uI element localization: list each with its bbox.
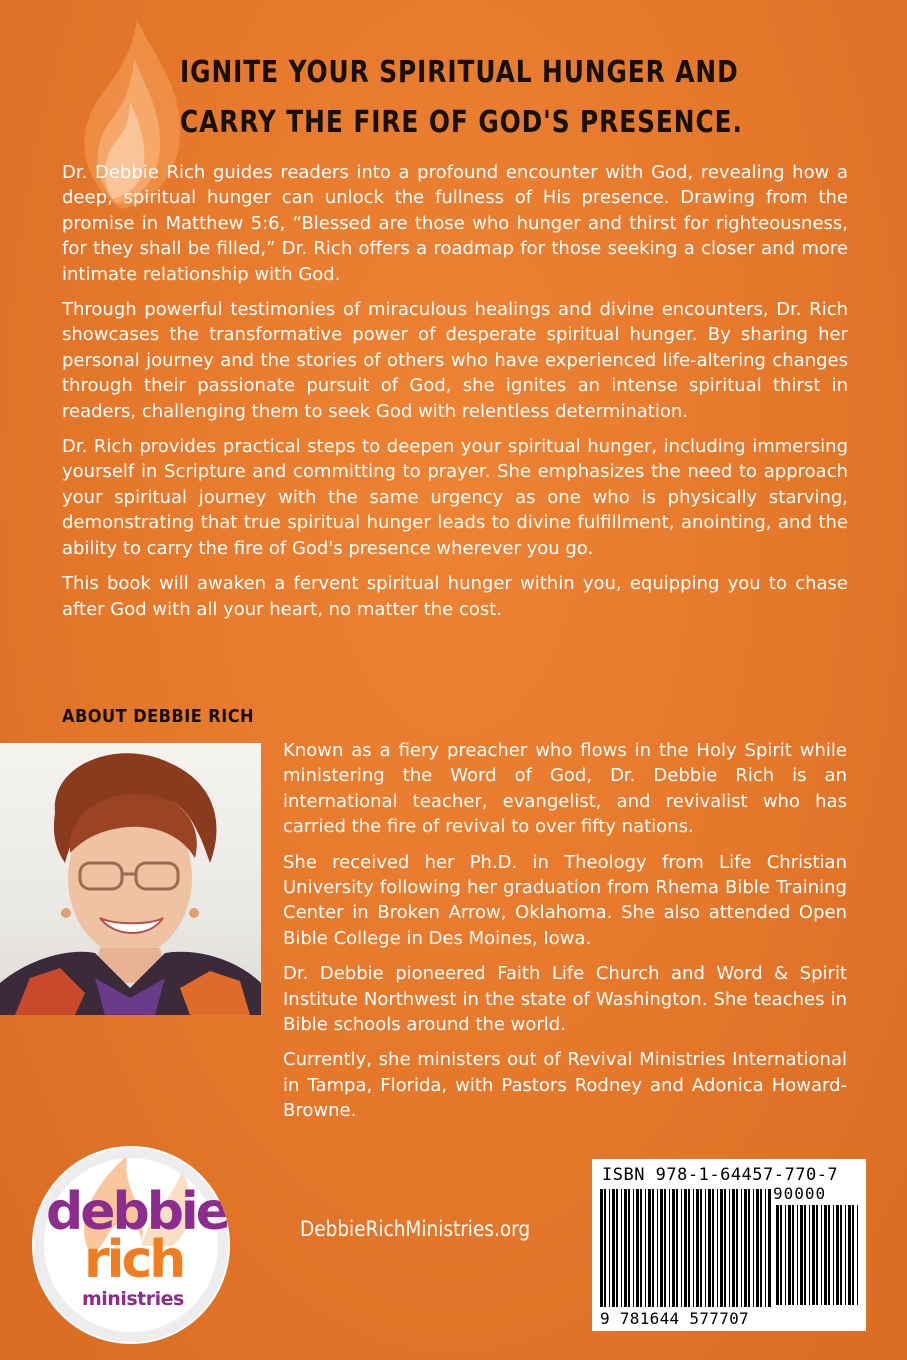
- barcode-bar: [828, 1205, 830, 1305]
- barcode-bar: [833, 1205, 834, 1305]
- barcode-bar: [700, 1189, 702, 1307]
- barcode-bar: [836, 1205, 839, 1305]
- logo-word-ministries: ministries: [82, 1288, 184, 1310]
- headline-line-2: CARRY THE FIRE OF GOD'S PRESENCE.: [180, 105, 743, 140]
- barcode-bar: [785, 1205, 786, 1305]
- bio-paragraph: Dr. Debbie pioneered Faith Life Church and Word & Spirit Institute Northwest in the state of Washington. She teaches in Bible schools around the world.: [283, 963, 847, 1036]
- barcode-bar: [717, 1189, 718, 1307]
- barcode-bar: [624, 1189, 627, 1307]
- barcode-bar: [688, 1189, 690, 1307]
- barcode-bar: [633, 1189, 634, 1307]
- isbn-text: ISBN 978-1-64457-770-7: [602, 1165, 839, 1185]
- barcode-bar: [732, 1189, 735, 1307]
- barcode-bar: [857, 1205, 858, 1305]
- barcode-bar: [616, 1189, 618, 1307]
- description-paragraph: Dr. Debbie Rich guides readers into a profound encounter with God, revealing how a deep, spiritual hunger can unlock the fullness of His presence. Drawing from the promise in Matthew 5:6, “Blessed are those who hunger and thirst for righteousness, for they shall be filled,” Dr. Rich offers a roadmap for those seeking a closer and more intimate relationship with God.: [62, 162, 848, 285]
- barcode-bar: [748, 1189, 750, 1307]
- description-paragraph: Through powerful testimonies of miraculous healings and divine encounters, Dr. Rich showcases the transformative power of desperate spiritual hunger. By sharing her personal journey and the stories of others who have experienced life-altering changes through their passionate pursuit of God, she ignites an intense spiritual thirst in readers, challenging them to seek God with relentless determination.: [62, 299, 848, 422]
- barcode-bar: [765, 1189, 766, 1307]
- headline: [180, 48, 743, 148]
- author-bio: [283, 738, 847, 1134]
- price-code: 90000: [773, 1184, 827, 1203]
- barcode-bar: [729, 1189, 730, 1307]
- barcode-bar: [756, 1189, 759, 1307]
- barcode-bar: [780, 1205, 782, 1305]
- barcode-bar: [804, 1205, 806, 1305]
- ministry-logo: [32, 1146, 230, 1344]
- barcode-bar: [660, 1189, 663, 1307]
- logo-word-debbie: debbie: [46, 1182, 229, 1242]
- barcode-bar: [640, 1189, 642, 1307]
- barcode-bar: [693, 1189, 694, 1307]
- website-link[interactable]: DebbieRichMinistries.org: [300, 1217, 531, 1241]
- barcode-bar: [652, 1189, 654, 1307]
- barcode-bar: [676, 1189, 678, 1307]
- barcode-bar: [708, 1189, 711, 1307]
- barcode-bar: [821, 1205, 822, 1305]
- bio-paragraph: Currently, she ministers out of Revival Ministries International in Tampa, Florida, with Pastors Rodney and Adonica Howard-Browne.: [283, 1049, 847, 1122]
- barcode-bar: [788, 1205, 791, 1305]
- barcode-bar: [621, 1189, 622, 1307]
- barcode: [592, 1159, 866, 1331]
- barcode-bar: [845, 1205, 846, 1305]
- barcode-bar: [645, 1189, 646, 1307]
- bio-paragraph: Known as a fiery preacher who flows in the Holy Spirit while ministering the Word of God, Dr. Debbie Rich is an international teacher, evangelist, and revivalist who has carried the fire of revival to over fifty nations.: [283, 740, 847, 838]
- barcode-bar: [648, 1189, 651, 1307]
- barcode-bar: [852, 1205, 854, 1305]
- barcode-bar: [848, 1205, 851, 1305]
- barcode-bar: [684, 1189, 687, 1307]
- barcode-bar: [792, 1205, 794, 1305]
- author-portrait-image: [0, 743, 261, 1015]
- barcode-bar: [657, 1189, 658, 1307]
- barcode-bar: [736, 1189, 738, 1307]
- headline-line-1: IGNITE YOUR SPIRITUAL HUNGER AND: [180, 55, 739, 90]
- about-title: ABOUT DEBBIE RICH: [62, 706, 255, 727]
- barcode-bar: [604, 1189, 606, 1307]
- barcode-bar: [681, 1189, 682, 1307]
- barcode-bar: [696, 1189, 699, 1307]
- barcode-bar: [628, 1189, 630, 1307]
- ean-digits: 9 781644 577707: [600, 1309, 749, 1328]
- barcode-bar: [705, 1189, 706, 1307]
- barcode-bar: [712, 1189, 714, 1307]
- book-description: [62, 160, 848, 632]
- barcode-bar: [840, 1205, 842, 1305]
- author-photo: [0, 743, 261, 1015]
- barcode-bar: [720, 1189, 723, 1307]
- barcode-bar: [636, 1189, 639, 1307]
- barcode-bar: [609, 1189, 610, 1307]
- barcode-bar: [741, 1189, 742, 1307]
- barcode-bar: [797, 1205, 798, 1305]
- bio-paragraph: She received her Ph.D. in Theology from Life Christian University following her graduation from Rhema Bible Training Center in Broken Arrow, Oklahoma. She also attended Open Bible College in Des Moines, Iowa.: [283, 851, 847, 949]
- barcode-bar: [768, 1189, 771, 1307]
- barcode-bar: [664, 1189, 666, 1307]
- barcode-bar: [816, 1205, 818, 1305]
- barcode-bar: [672, 1189, 675, 1307]
- barcode-bar: [812, 1205, 815, 1305]
- barcode-bars: [592, 1159, 866, 1331]
- barcode-bar: [760, 1189, 762, 1307]
- barcode-bar: [744, 1189, 747, 1307]
- description-paragraph: This book will awaken a fervent spiritual hunger within you, equipping you to chase after God with all your heart, no matter the cost.: [62, 573, 848, 620]
- barcode-bar: [600, 1189, 603, 1307]
- barcode-bar: [724, 1189, 726, 1307]
- barcode-bar: [753, 1189, 754, 1307]
- description-paragraph: Dr. Rich provides practical steps to deepen your spiritual hunger, including immersing yourself in Scripture and committing to prayer. She emphasizes the need to approach your spiritual journey with the same urgency as one who is physically starving, demonstrating that true spiritual hunger leads to divine fulfillment, anointing, and the ability to carry the fire of God's presence wherever you go.: [62, 436, 848, 559]
- barcode-bar: [824, 1205, 827, 1305]
- barcode-bar: [669, 1189, 670, 1307]
- barcode-bar: [809, 1205, 810, 1305]
- barcode-bar: [800, 1205, 803, 1305]
- logo-word-rich: rich: [84, 1230, 184, 1290]
- barcode-bar: [776, 1205, 779, 1305]
- barcode-bar: [612, 1189, 615, 1307]
